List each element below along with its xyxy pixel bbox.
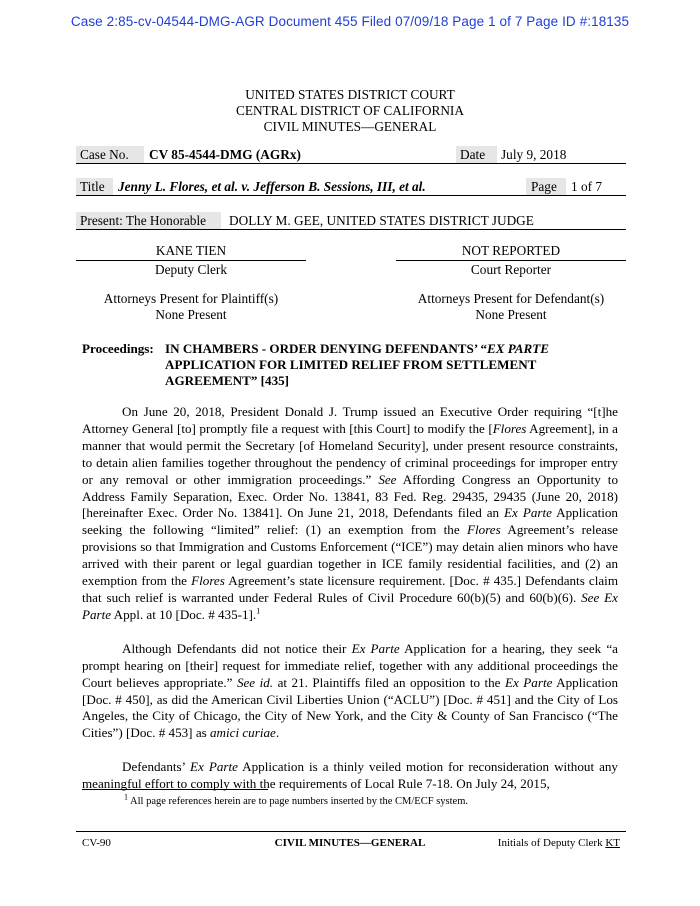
proceedings-ex-parte: EX PARTE (487, 341, 549, 356)
case-number-row (76, 146, 626, 164)
paragraph-1: On June 20, 2018, President Donald J. Trump issued an Executive Order requiring “[t]he Attorney General [to] promptly file a request with [this Court] to modify the [Flores Agreement], in a manner that would permit the Secretary [of Homeland Security], under present resource constraints, to detain alien families together throughout the pendency of criminal proceedings for improper entry or any removal or other immigration proceedings.” See Affording Congress an Opportunity to Address Family Separation, Exec. Order No. 13841, 83 Fed. Reg. 29435, 29435 (June 20, 2018) [hereinafter Exec. Order No. 13841]. On June 21, 2018, Defendants filed an Ex Parte Application seeking the following “limited” relief: (1) an exemption from the Flores Agreement’s release provisions so that Immigration and Customs Enforcement (“ICE”) may detain alien minors who have arrived with their parent or legal guardian together in ICE family residential facilities, and (2) an exemption from the Flores Agreement’s state licensure requirement. [Doc. # 435.] Defendants claim that such relief is warranted under Federal Rules of Civil Procedure 60(b)(5) and 60(b)(6). See Ex Parte Appl. at 10 [Doc. # 435-1].$^1$ (82, 404, 619, 622)
plaintiff-attorneys (76, 291, 306, 323)
footnote-text: All page references herein are to page numbers inserted by the CM/ECF system. (130, 796, 468, 807)
paragraph-2: Although Defendants did not notice their Ex Parte Application for a hearing, they seek “a prompt hearing on [their] request for immediate relief, together with any additional proceedings the Court believes appropriate.” See id. at 21. Plaintiffs filed an opposition to the Ex Parte Application [Doc. # 450], as did the American Civil Liberties Union (“ACLU”) [Doc. # 451] and the City of Los Angeles, the City of Chicago, the City of New York, and the City & County of San Francisco (“The Cities”) [Doc. # 453] as amici curiae. (82, 640, 619, 741)
paragraph-3: Defendants’ Ex Parte Application is a thinly veiled motion for reconsideration without any meaningful effort to comply with the requirements of Local Rule 7-18. On July 24, 2015, (82, 759, 618, 792)
proceedings-label: Proceedings: (82, 341, 154, 356)
footer-title: CIVIL MINUTES—GENERAL (274, 837, 426, 849)
ecf-header-stamp: Case 2:85-cv-04544-DMG-AGR Document 455 Filed 07/09/18 Page 1 of 7 Page ID #:18135 (70, 14, 630, 29)
footnote-separator (82, 789, 268, 790)
footnote-ref[interactable]: 1 (256, 606, 261, 616)
plaintiff-attorneys-value: None Present (155, 307, 227, 322)
defendant-attorneys-value: None Present (475, 307, 547, 322)
reporter-name: NOT REPORTED (396, 243, 626, 261)
court-heading (0, 87, 700, 135)
footer-rule (76, 831, 626, 832)
plaintiff-attorneys-label: Attorneys Present for Plaintiff(s) (103, 291, 279, 306)
initials-label: Initials of Deputy Clerk (497, 837, 603, 849)
page-number: 1 of 7 (571, 179, 603, 194)
case-no-label: Case No. (80, 147, 129, 162)
footnote (124, 792, 468, 807)
reporter-role: Court Reporter (470, 262, 552, 277)
title-label: Title (80, 179, 105, 194)
defendant-attorneys-label: Attorneys Present for Defendant(s) (417, 291, 605, 306)
clerk-name: KANE TIEN (76, 243, 306, 261)
case-title: Jenny L. Flores, et al. v. Jefferson B. Sessions, III, et al. (118, 179, 426, 194)
defendant-attorneys (396, 291, 626, 323)
court-reporter-block (396, 243, 626, 278)
minutes-type: CIVIL MINUTES—GENERAL (263, 119, 437, 134)
proceedings-line-1: IN CHAMBERS - ORDER DENYING DEFENDANTS’ “ (165, 341, 488, 356)
page-label: Page (531, 179, 557, 194)
deputy-clerk-block (76, 243, 306, 278)
present-row (76, 212, 626, 230)
case-number: CV 85-4544-DMG (AGRx) (149, 147, 301, 162)
proceedings-text (165, 341, 549, 389)
present-label: Present: The Honorable (80, 213, 207, 228)
court-name: UNITED STATES DISTRICT COURT (245, 87, 455, 102)
case-title-row (76, 178, 626, 196)
footer-initials (498, 837, 620, 849)
case-date: July 9, 2018 (501, 147, 567, 162)
court-district: CENTRAL DISTRICT OF CALIFORNIA (236, 103, 464, 118)
footnote-mark: 1 (124, 792, 128, 802)
clerk-role: Deputy Clerk (154, 262, 227, 277)
footer-form-number: CV-90 (82, 837, 111, 849)
proceedings-line-2: APPLICATION FOR LIMITED RELIEF FROM SETTLEMENT (165, 357, 537, 372)
proceedings-line-3: AGREEMENT” [435] (165, 373, 290, 388)
date-label: Date (460, 147, 486, 162)
judge-name: DOLLY M. GEE, UNITED STATES DISTRICT JUDGE (229, 213, 534, 228)
initials-value: KT (605, 837, 620, 849)
body-text (82, 404, 618, 793)
